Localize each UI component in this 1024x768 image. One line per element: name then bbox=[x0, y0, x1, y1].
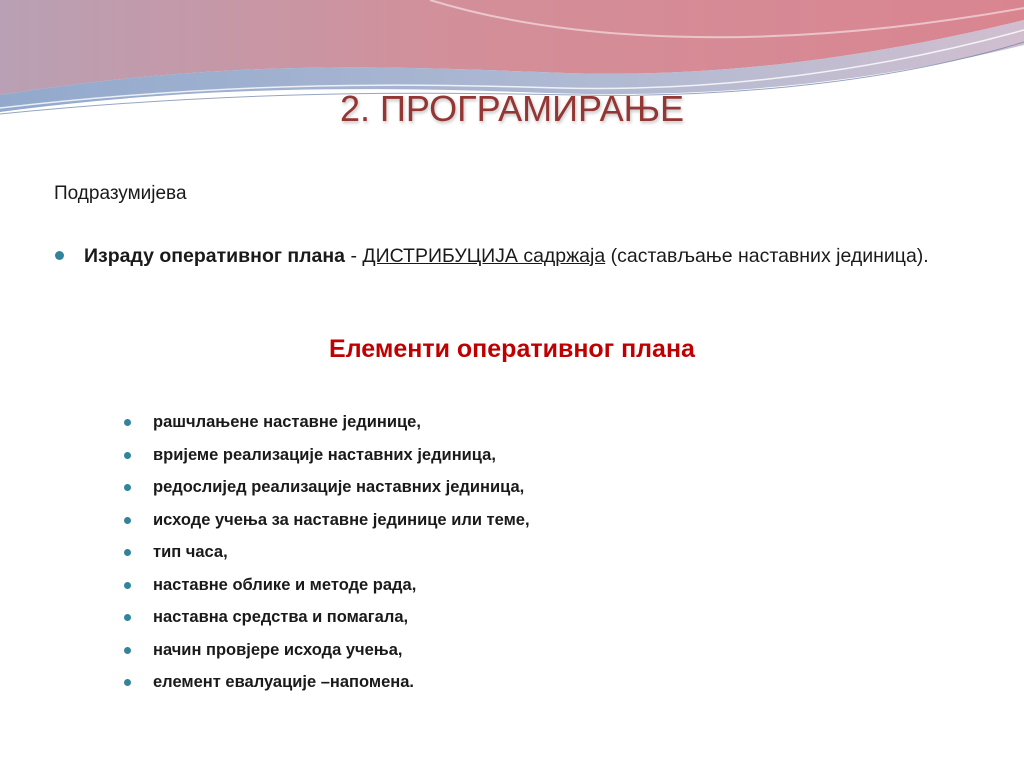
slide-title: 2. ПРОГРАМИРАЊЕ bbox=[339, 88, 685, 129]
list-item-text: начин провјере исхода учења, bbox=[153, 640, 403, 659]
list-item-text: редослијед реализације наставних јединица, bbox=[153, 478, 525, 496]
bullet-dot-icon bbox=[124, 549, 131, 556]
main-bullet-underlined: ДИСТРИБУЦИЈА садржаја bbox=[362, 245, 606, 267]
main-bullet-rest: (састављање наставних јединица). bbox=[605, 245, 929, 267]
list-item-text: рашчлањене наставне јединице, bbox=[153, 413, 421, 431]
list-item-text: вријеме реализације наставних јединица, bbox=[153, 445, 496, 464]
main-bullet-bold: Израду оперативног плана bbox=[84, 245, 346, 267]
section-subtitle: Елементи оперативног плана bbox=[329, 335, 695, 363]
list-item bbox=[124, 536, 530, 569]
list-item bbox=[124, 601, 530, 634]
main-bullet-separator: - bbox=[345, 245, 363, 267]
list-item bbox=[124, 439, 530, 472]
list-item bbox=[124, 471, 530, 504]
list-item bbox=[124, 406, 530, 439]
list-item-text: наставне облике и методе рада, bbox=[153, 575, 417, 594]
list-item bbox=[124, 666, 530, 699]
bullet-dot-icon bbox=[124, 419, 131, 426]
bullet-dot-icon bbox=[55, 251, 64, 260]
list-item-text: елемент евалуације –напомена. bbox=[153, 673, 414, 691]
bullet-dot-icon bbox=[124, 614, 131, 621]
list-item-text: тип часа, bbox=[153, 543, 228, 561]
list-item-text: исходе учења за наставне јединице или теме, bbox=[153, 510, 530, 529]
list-item bbox=[124, 569, 530, 602]
intro-text: Подразумијева bbox=[54, 183, 187, 204]
list-item bbox=[124, 634, 530, 667]
bullet-dot-icon bbox=[124, 647, 131, 654]
bullet-dot-icon bbox=[124, 582, 131, 589]
list-item-text: наставна средства и помагала, bbox=[153, 608, 409, 626]
list-item bbox=[124, 504, 530, 537]
bullet-dot-icon bbox=[124, 484, 131, 491]
bullet-dot-icon bbox=[124, 452, 131, 459]
main-bullet bbox=[84, 243, 964, 269]
elements-list bbox=[124, 406, 530, 699]
bullet-dot-icon bbox=[124, 517, 131, 524]
bullet-dot-icon bbox=[124, 679, 131, 686]
